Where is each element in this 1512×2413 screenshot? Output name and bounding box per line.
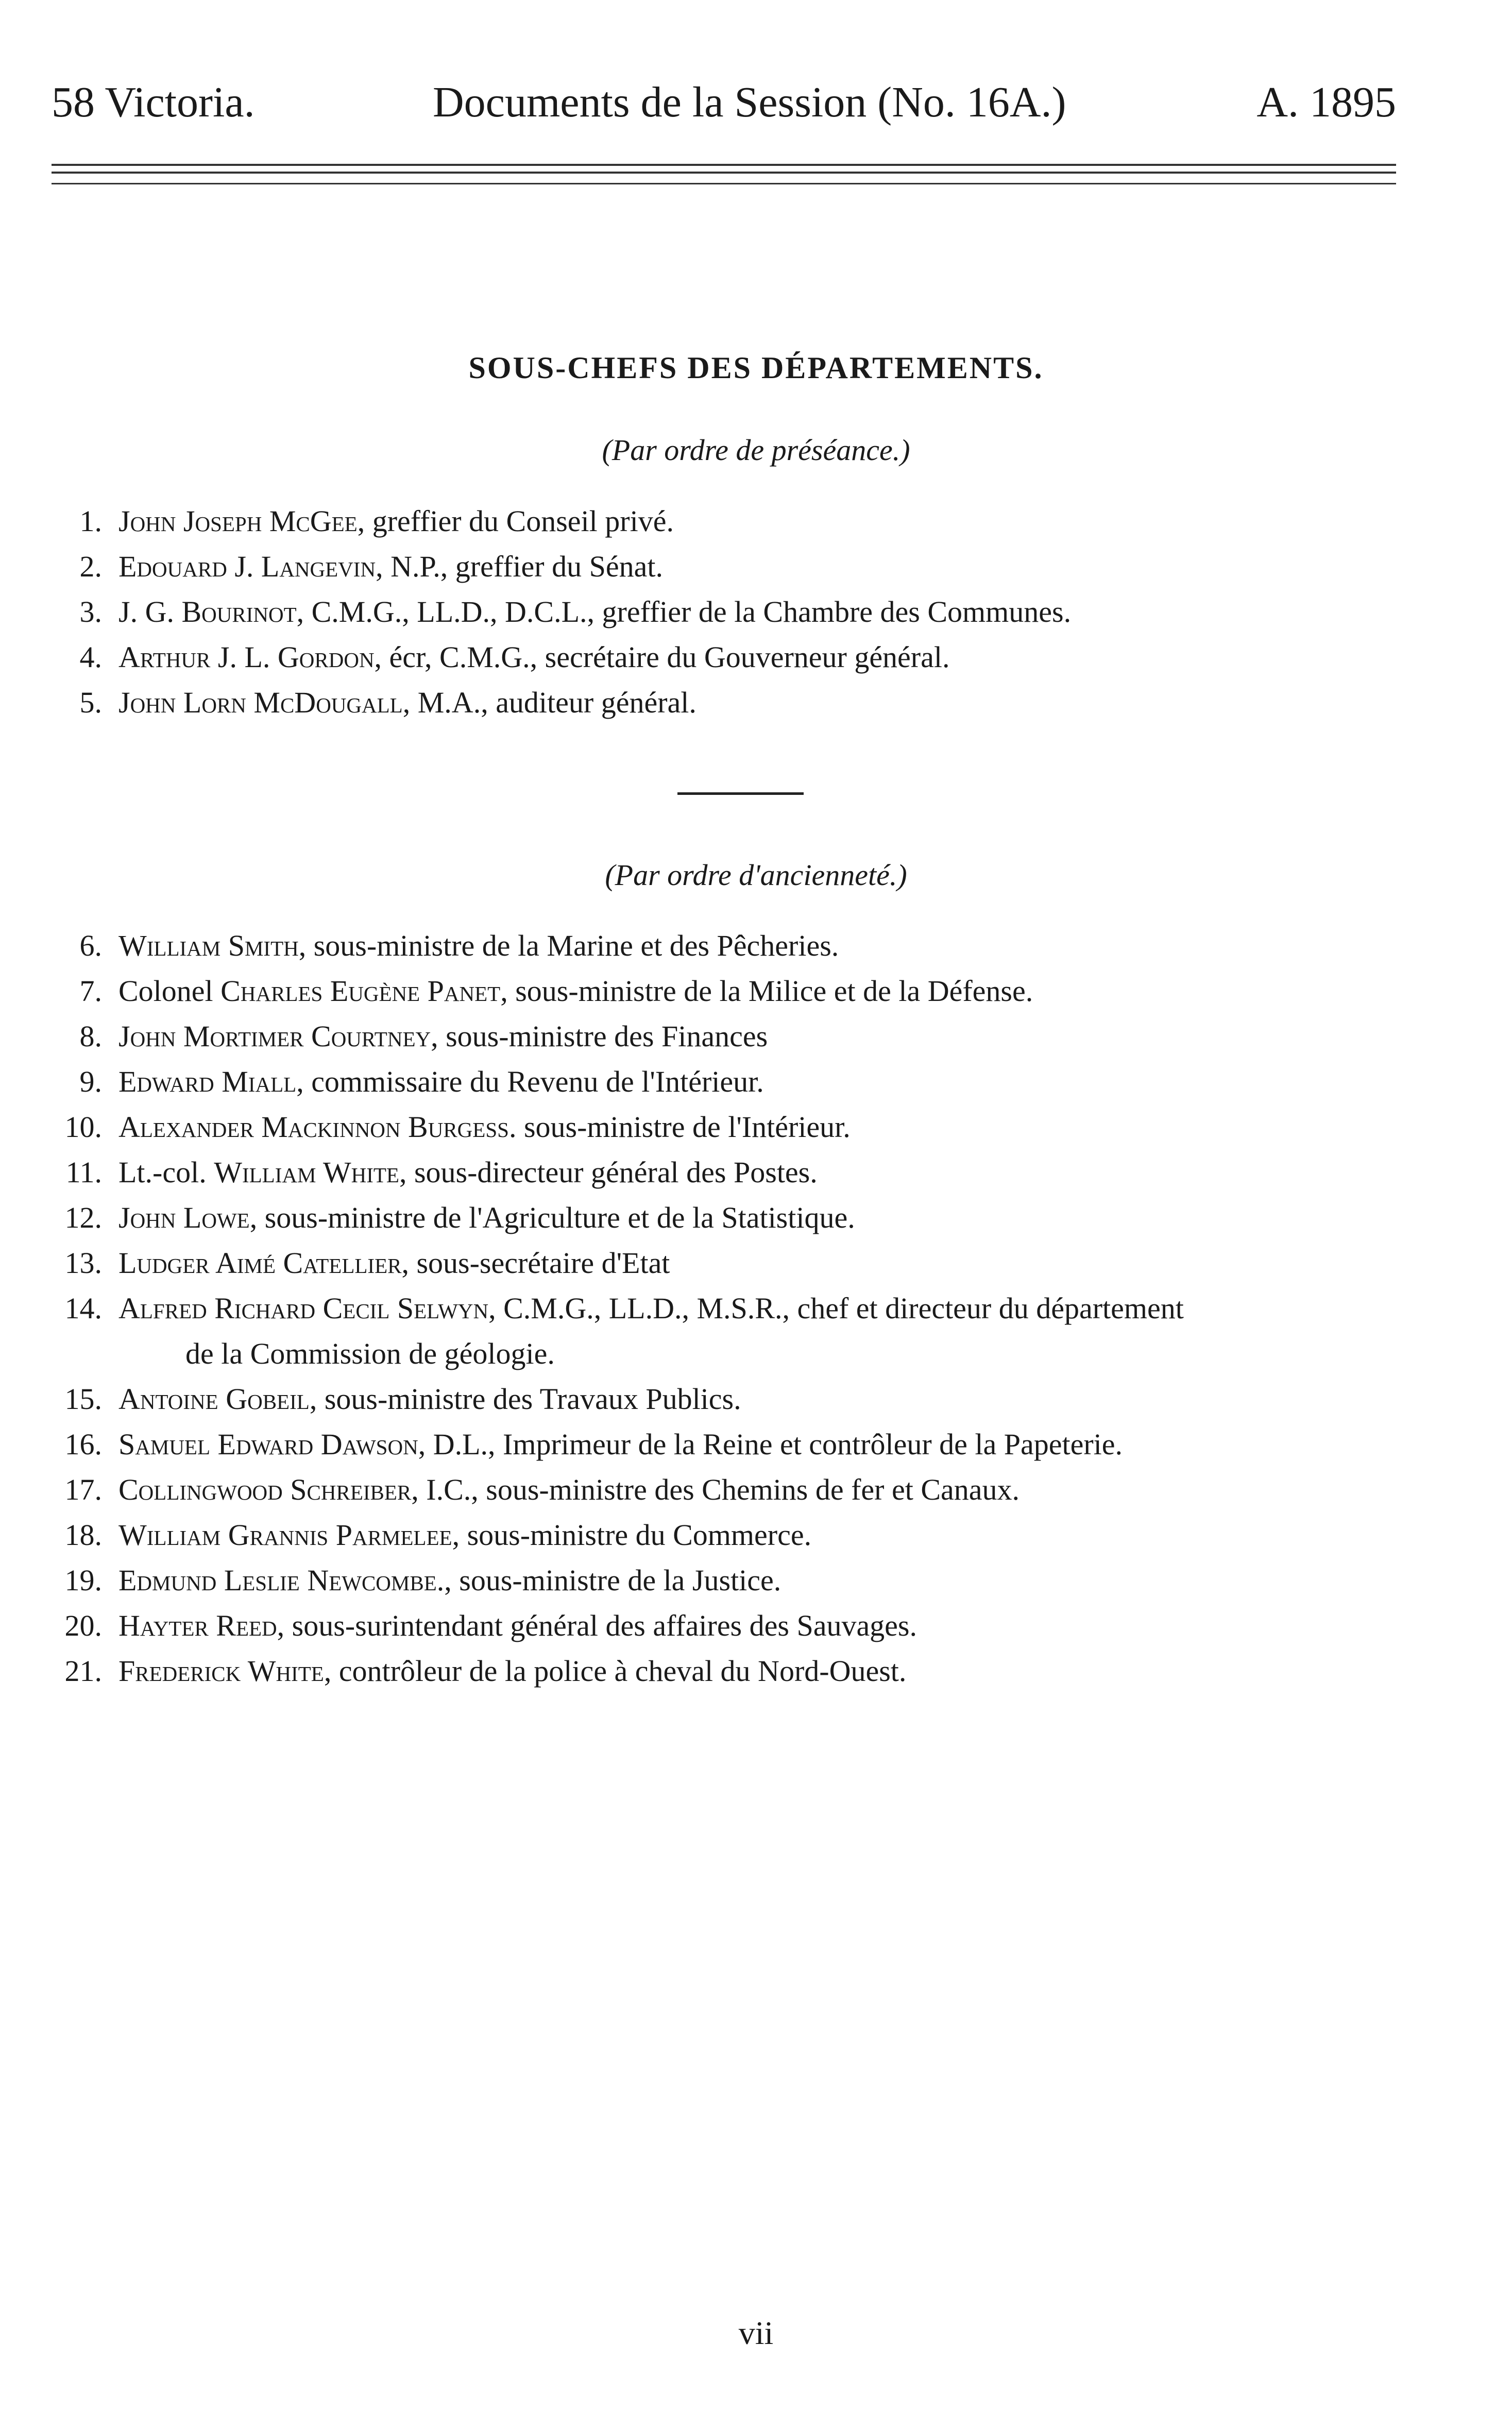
item-name: Edmund Leslie Newcombe <box>118 1564 437 1597</box>
subtitle-anciennete: (Par ordre d'ancienneté.) <box>605 858 907 892</box>
item-name: William White <box>214 1155 399 1189</box>
item-description: , sous-ministre de l'Agriculture et de la Statistique. <box>249 1201 855 1234</box>
item-name: Charles Eugène Panet <box>220 974 501 1008</box>
header-title: Documents de la Session (No. 16A.) <box>433 78 1066 126</box>
item-description: , C.M.G., LL.D., D.C.L., greffier de la Chambre des Communes. <box>296 595 1072 628</box>
item-number: 2. <box>79 550 102 583</box>
item-number: 8. <box>79 1019 102 1053</box>
list-item <box>52 635 1432 680</box>
item-number: 14. <box>64 1292 102 1325</box>
item-name: Edward Miall <box>118 1065 297 1098</box>
list-item <box>52 1603 1432 1649</box>
item-name: John Lowe <box>118 1201 250 1234</box>
item-number: 10. <box>64 1110 102 1144</box>
item-number: 12. <box>64 1201 102 1234</box>
item-description: , sous-ministre de la Milice et de la Défense. <box>500 974 1033 1008</box>
list-item <box>52 1150 1432 1195</box>
header-year: A. 1895 <box>1256 78 1396 126</box>
item-number: 16. <box>64 1428 102 1461</box>
item-number: 6. <box>79 929 102 962</box>
item-name: Antoine Gobeil <box>118 1382 310 1416</box>
item-description: , sous-ministre de la Marine et des Pêcheries. <box>298 929 839 962</box>
item-number: 11. <box>65 1155 102 1189</box>
item-name: Hayter Reed <box>118 1609 277 1642</box>
item-name: Alfred Richard Cecil Selwyn <box>118 1292 489 1325</box>
list-item <box>52 923 1432 968</box>
running-header <box>52 77 1396 139</box>
item-name: Samuel Edward Dawson <box>118 1428 418 1461</box>
item-number: 5. <box>79 686 102 719</box>
item-name: William Smith <box>118 929 299 962</box>
item-name: John Joseph McGee <box>118 504 358 538</box>
item-number: 21. <box>64 1654 102 1688</box>
item-description: , sous-secrétaire d'Etat <box>401 1246 670 1280</box>
list-item <box>52 1558 1432 1603</box>
item-number: 19. <box>64 1564 102 1597</box>
list-item <box>52 1422 1432 1467</box>
item-rank: Lt.-col. <box>118 1155 214 1189</box>
item-description: , commissaire du Revenu de l'Intérieur. <box>296 1065 764 1098</box>
item-number: 1. <box>79 504 102 538</box>
page-title: SOUS-CHEFS DES DÉPARTEMENTS. <box>468 351 1044 385</box>
list-item <box>52 1513 1432 1558</box>
item-description: , sous-ministre du Commerce. <box>452 1518 812 1552</box>
header-rule <box>52 172 1396 174</box>
item-name: John Lorn McDougall <box>118 686 403 719</box>
item-number: 17. <box>64 1473 102 1506</box>
item-description: , D.L., Imprimeur de la Reine et contrôleur de la Papeterie. <box>418 1428 1123 1461</box>
item-number: 3. <box>79 595 102 628</box>
item-number: 18. <box>64 1518 102 1552</box>
list-item <box>52 499 1432 544</box>
list-item <box>52 680 1432 725</box>
header-rule <box>52 164 1396 166</box>
item-number: 7. <box>79 974 102 1008</box>
header-rule <box>52 183 1396 184</box>
item-name: Edouard J. Langevin <box>118 550 376 583</box>
item-name: John Mortimer Courtney <box>118 1019 431 1053</box>
item-continuation: de la Commission de géologie. <box>185 1337 555 1370</box>
item-description: , sous-surintendant général des affaires des Sauvages. <box>277 1609 917 1642</box>
item-name: J. G. Bourinot <box>118 595 297 628</box>
anciennete-list <box>52 923 1432 1694</box>
item-rank: Colonel <box>118 974 221 1008</box>
item-description: , C.M.G., LL.D., M.S.R., chef et directeur du département <box>488 1292 1184 1325</box>
page-number: vii <box>738 2315 774 2351</box>
item-number: 15. <box>64 1382 102 1416</box>
item-name: Frederick White <box>118 1654 324 1688</box>
item-description: . sous-ministre de l'Intérieur. <box>508 1110 851 1144</box>
item-description: , sous-ministre des Travaux Publics. <box>309 1382 741 1416</box>
item-description: , M.A., auditeur général. <box>402 686 696 719</box>
list-item <box>52 1059 1432 1104</box>
list-item <box>52 1649 1432 1694</box>
list-item <box>52 1467 1432 1513</box>
item-description: , sous-directeur général des Postes. <box>399 1155 818 1189</box>
item-number: 4. <box>79 640 102 674</box>
item-name: Ludger Aimé Catellier <box>118 1246 402 1280</box>
item-name: Collingwood Schreiber <box>118 1473 412 1506</box>
item-number: 13. <box>64 1246 102 1280</box>
list-item <box>52 1104 1432 1150</box>
item-description: , N.P., greffier du Sénat. <box>376 550 663 583</box>
list-item <box>52 1286 1432 1377</box>
presence-list <box>52 499 1432 725</box>
item-name: William Grannis Parmelee <box>118 1518 452 1552</box>
list-item <box>52 544 1432 589</box>
list-item <box>52 1195 1432 1241</box>
list-item <box>52 1241 1432 1286</box>
item-name: Alexander Mackinnon Burgess <box>118 1110 509 1144</box>
list-item <box>52 1014 1432 1059</box>
section-divider <box>677 792 804 795</box>
subtitle-presence: (Par ordre de préséance.) <box>602 433 910 467</box>
item-description: , I.C., sous-ministre des Chemins de fer et Canaux. <box>411 1473 1020 1506</box>
item-number: 9. <box>79 1065 102 1098</box>
item-description: , greffier du Conseil privé. <box>357 504 674 538</box>
item-description: ., sous-ministre de la Justice. <box>436 1564 782 1597</box>
list-item <box>52 1377 1432 1422</box>
list-item <box>52 968 1432 1014</box>
list-item <box>52 589 1432 635</box>
item-description: , écr, C.M.G., secrétaire du Gouverneur général. <box>374 640 950 674</box>
item-name: Arthur J. L. Gordon <box>118 640 375 674</box>
header-volume: 58 Victoria. <box>52 78 255 126</box>
item-description: , sous-ministre des Finances <box>431 1019 768 1053</box>
item-description: , contrôleur de la police à cheval du Nord-Ouest. <box>324 1654 907 1688</box>
item-number: 20. <box>64 1609 102 1642</box>
